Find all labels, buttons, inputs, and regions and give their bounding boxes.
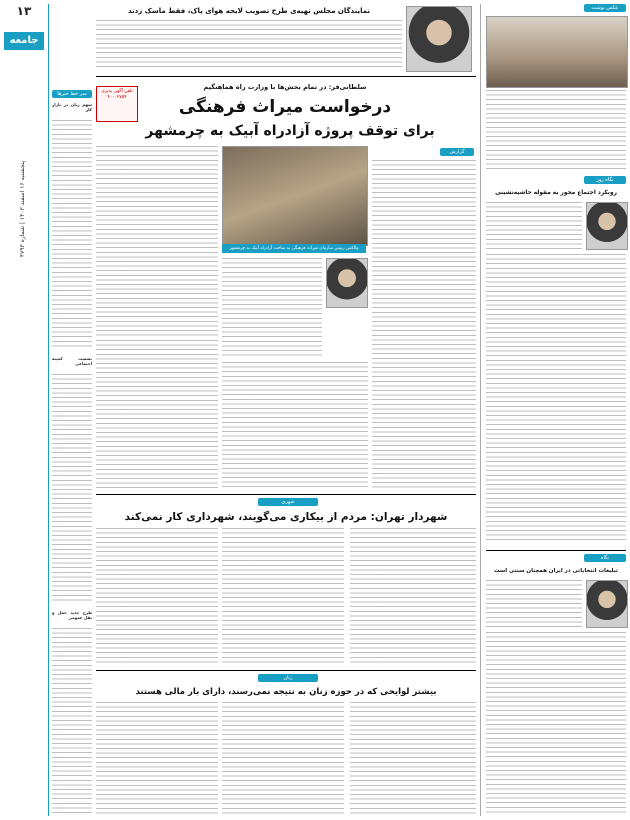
main-story-body — [372, 160, 476, 490]
women-body — [96, 702, 218, 814]
municipal-body — [350, 528, 476, 666]
report-section-pill: گزارش — [440, 148, 474, 156]
sidebar-news — [52, 90, 92, 816]
view-headline: تبلیغات انتخاباتی در ایران همچنان سنتی است — [494, 568, 618, 574]
main-story-headline-1: درخواست میراث فرهنگی — [178, 97, 392, 117]
main-story-headline-2: برای توقف پروژه آزادراه آبیک به چرمشهر — [145, 123, 435, 139]
divider — [486, 550, 626, 551]
main-story-kicker: سلطانی‌فر: در تمام بخش‌ها با وزارت راه هماهنگیم — [203, 83, 367, 91]
photo-caption: والکس رییس سازمان میراث فرهنگی به ساخت آزادراه آبیک به چرمشهر — [229, 246, 359, 251]
sidebar-news-header: سر خط خبرها — [52, 90, 92, 98]
main-story-body — [96, 340, 218, 490]
municipal-section-pill: شهری — [258, 498, 318, 506]
meeting-photo — [486, 16, 628, 88]
sidebar-news-body — [52, 628, 92, 814]
photo-caption-bar — [222, 244, 366, 253]
women-body — [350, 702, 476, 814]
photo-essay-body — [486, 90, 626, 170]
top-story-headline: نمایندگان مجلس تهیه‌ی طرح تصویب لایحه هوای پاک، فقط ماسک زدند — [127, 7, 371, 15]
municipal-body — [222, 528, 344, 666]
sidebar-news-item: سهم زنان در بازار کار — [52, 102, 92, 113]
daily-view-pill: نگاه روز — [584, 176, 626, 184]
official-portrait — [326, 258, 368, 308]
masthead-divider — [48, 4, 49, 816]
women-section-pill: زنان — [258, 674, 318, 682]
ad-box — [96, 86, 138, 122]
top-story-portrait — [406, 6, 472, 72]
columnist-portrait — [586, 202, 628, 250]
sidebar-news-item: طرح جدید حمل و نقل عمومی — [52, 610, 92, 621]
divider — [96, 670, 476, 671]
women-headline: بیشتر لوایحی که در حوزه زنان به نتیجه نمی‌رسند، دارای بار مالی هستند — [135, 687, 437, 697]
women-body — [222, 702, 344, 814]
main-story-body — [222, 258, 322, 358]
sidebar-news-body — [52, 120, 92, 350]
photo-essay-pill: عکس نوشت — [584, 4, 626, 12]
ad-box-text: تلفن آگهی پذیری ۴۰۰۰۲۷۵۴ — [101, 89, 133, 100]
view-body — [486, 580, 582, 630]
divider — [96, 76, 476, 77]
view-body — [486, 632, 626, 814]
municipal-body — [96, 528, 218, 666]
main-story-body — [222, 362, 368, 490]
main-story-photo — [222, 146, 368, 246]
sidebar-news-body — [52, 374, 92, 604]
sidebar-news-item: نشست کمیته اجتماعی — [52, 356, 92, 367]
column-divider — [480, 4, 481, 816]
top-story-body — [96, 20, 402, 70]
divider — [96, 494, 476, 495]
page-number: ۱۳ — [16, 4, 32, 18]
date-line: پنجشنبه ۱۶ اسفند ۱۴۰۳ | شماره ۴۷۹۳ — [19, 160, 26, 258]
section-label: جامعه — [9, 35, 39, 46]
daily-view-headline: رویکرد اجتماع محور به مقوله حاشیه‌نشینی — [495, 190, 617, 196]
municipal-headline: شهردار تهران: مردم از بیکاری می‌گویند، شهرداری کار نمی‌کند — [124, 511, 448, 523]
view-pill: نگاه — [584, 554, 626, 562]
masthead-strip — [2, 4, 46, 816]
daily-view-body — [486, 202, 582, 252]
daily-view-body — [486, 254, 626, 544]
main-story-body — [96, 146, 218, 336]
analyst-portrait — [586, 580, 628, 628]
